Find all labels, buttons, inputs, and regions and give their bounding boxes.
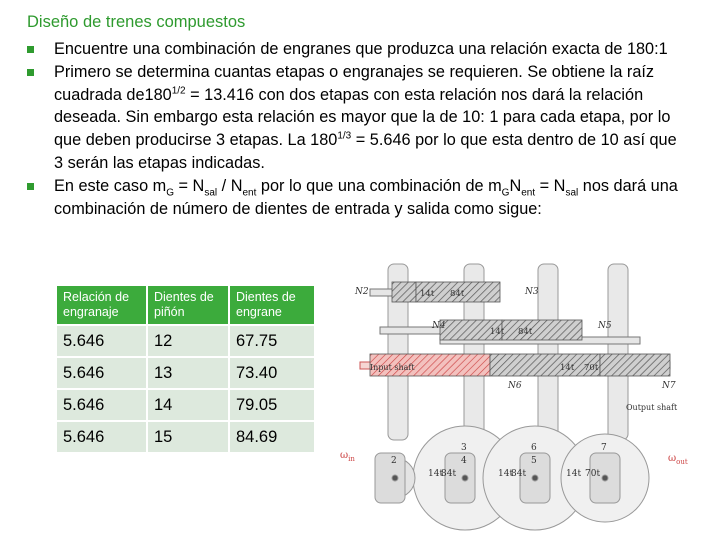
omega-out: $\omega_{out}$ (668, 453, 688, 466)
cell-pinion: 15 (147, 421, 229, 453)
label-84t: 84t (441, 469, 457, 479)
shaft-number: 2 (391, 456, 397, 466)
label-n4: N4 (432, 321, 446, 331)
shaft-number: 4 (461, 456, 467, 466)
cell-pinion: 14 (147, 389, 229, 421)
table-row (56, 357, 315, 389)
label-84t: 84t (450, 289, 465, 299)
label-14t: 14t (566, 469, 582, 479)
label-70t: 70t (584, 363, 599, 373)
label-14t: 14t (428, 469, 444, 479)
label-n6: N6 (508, 381, 522, 391)
header-ratio: Relación de engranaje (56, 285, 147, 325)
output-shaft-label: Output shaft (626, 403, 678, 412)
bullet-item (27, 38, 687, 61)
bullet-marker (27, 69, 34, 76)
bullet-text: Primero se determina cuantas etapas o engranajes se requieren. Se obtiene la raíz cuadrada $de180^{1/2} = 13.416$ con dos etapas con esta relación nos dará la relación deseada. Sin embargo esta relación es mayor que la de 10: 1 para cada etapa, por lo que deben producirse 3 etapas. La $180^{1/3} = 5.646$ por lo que esta dentro de 10 así que 3 serán las etapas indicadas. (54, 62, 677, 172)
cell-ratio: 5.646 (56, 389, 147, 421)
label-n7: N7 (662, 381, 676, 391)
shaft-number: 3 (461, 443, 467, 453)
label-14t: 14t (498, 469, 514, 479)
input-shaft-label: Input shaft (370, 363, 415, 372)
cell-gear: 73.40 (229, 357, 315, 389)
label-84t: 84t (511, 469, 527, 479)
cell-gear: 79.05 (229, 389, 315, 421)
bullet-item (27, 61, 687, 175)
bullet-marker (27, 46, 34, 53)
label-14t: 14t (490, 327, 505, 337)
table-header-row (56, 285, 315, 325)
header-gear-teeth: Dientes de engrane (229, 285, 315, 325)
bullet-marker (27, 183, 34, 190)
omega-in: $\omega_{in}$ (340, 450, 355, 463)
bullet-text: Encuentre una combinación de engranes que produzca una relación exacta de 180:1 (54, 40, 668, 58)
compound-gear-train-diagram (340, 258, 712, 536)
cell-ratio: 5.646 (56, 325, 147, 357)
label-14t: 14t (420, 289, 435, 299)
shaft-number: 5 (531, 456, 537, 466)
cell-gear: 84.69 (229, 421, 315, 453)
bullet-list (27, 38, 687, 220)
label-70t: 70t (585, 469, 601, 479)
header-pinion-teeth: Dientes de piñón (147, 285, 229, 325)
shaft-number: 7 (601, 443, 607, 453)
slide-title: Diseño de trenes compuestos (27, 13, 246, 31)
table-row (56, 325, 315, 357)
gear-ratio-table (55, 284, 316, 454)
label-n5: N5 (598, 321, 612, 331)
table-row (56, 389, 315, 421)
label-n3: N3 (525, 287, 539, 297)
cell-gear: 67.75 (229, 325, 315, 357)
label-84t: 84t (518, 327, 533, 337)
bullet-item (27, 175, 687, 221)
cell-ratio: 5.646 (56, 357, 147, 389)
cell-pinion: 12 (147, 325, 229, 357)
table-row (56, 421, 315, 453)
shaft-number: 6 (531, 443, 537, 453)
cell-ratio: 5.646 (56, 421, 147, 453)
label-14t: 14t (560, 363, 575, 373)
label-n2: N2 (355, 287, 369, 297)
bullet-text: En este caso $m_G = N_{sal} / N_{ent}$ por lo que una combinación de $m_GN_{ent} = N_{sal}$ nos dará una combinación de número de dientes de entrada y salida como sigue: (54, 176, 678, 218)
cell-pinion: 13 (147, 357, 229, 389)
